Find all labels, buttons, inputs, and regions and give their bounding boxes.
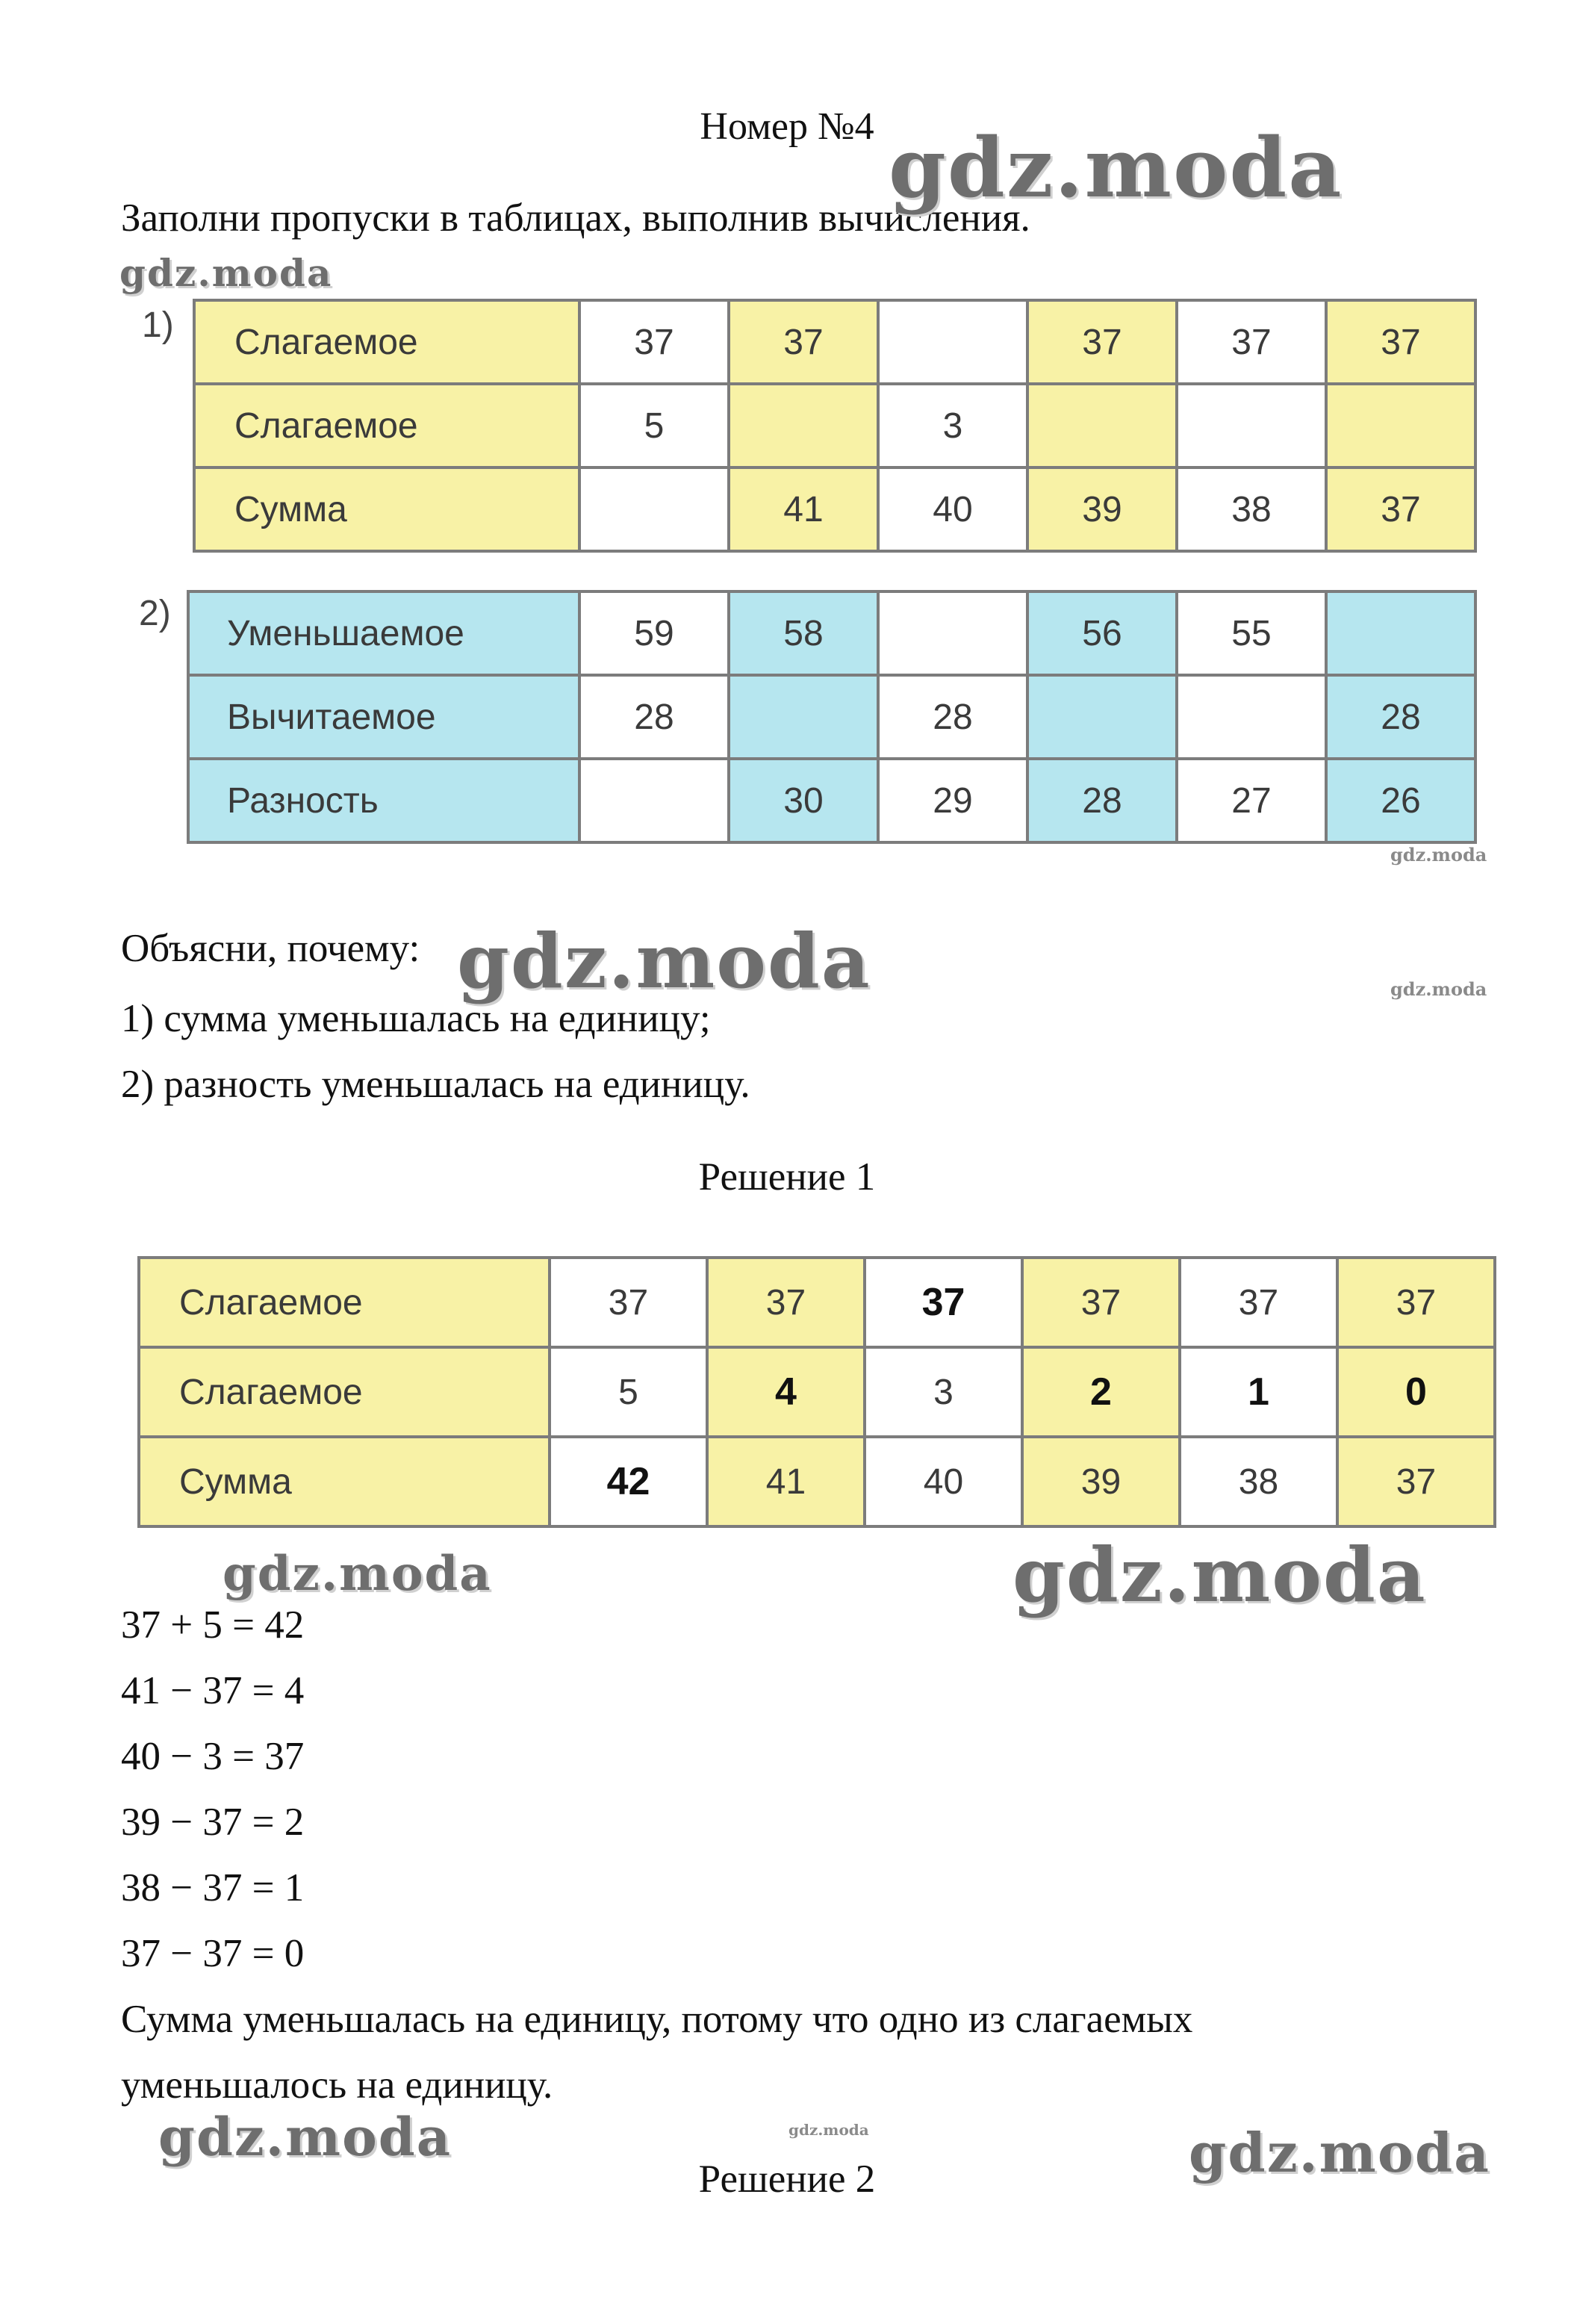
equation-line: 40 − 3 = 37 — [121, 1735, 305, 1778]
table-cell: 41 — [707, 1437, 865, 1526]
table-cell: 42 — [550, 1437, 707, 1526]
table-cell: 37 — [1326, 467, 1475, 551]
equation-line: 41 − 37 = 4 — [121, 1669, 305, 1712]
table-cell: 40 — [878, 467, 1027, 551]
table-cell: 37 — [865, 1258, 1022, 1347]
row-name: Сумма — [139, 1437, 550, 1526]
table-cell: 29 — [878, 759, 1027, 842]
table-cell: 5 — [579, 384, 729, 467]
watermark-logo: gdz.moda — [889, 119, 1343, 216]
watermark-logo: gdz.moda — [1390, 844, 1487, 866]
table-cell: 59 — [579, 591, 729, 675]
table-cell: 30 — [729, 759, 878, 842]
table-row — [139, 1347, 1495, 1437]
table-row — [188, 759, 1475, 842]
table-cell — [1326, 591, 1475, 675]
table-cell: 1 — [1180, 1347, 1337, 1437]
row-name: Слагаемое — [194, 300, 579, 384]
table-cell: 37 — [1326, 300, 1475, 384]
table-cell: 28 — [1326, 675, 1475, 759]
table2-label: 2) — [139, 594, 171, 633]
row-name: Разность — [188, 759, 579, 842]
row-name: Слагаемое — [139, 1347, 550, 1437]
explain-item: 1) сумма уменьшалась на единицу; — [121, 997, 711, 1040]
table-row — [194, 384, 1475, 467]
table-cell: 28 — [1027, 759, 1177, 842]
row-name: Слагаемое — [194, 384, 579, 467]
conclusion-line: уменьшалось на единицу. — [121, 2063, 553, 2107]
page-title: Номер №4 — [700, 105, 874, 148]
table-cell — [729, 675, 878, 759]
table-cell: 3 — [865, 1347, 1022, 1437]
table-cell — [1177, 675, 1326, 759]
table-1 — [193, 299, 1477, 553]
table-cell: 5 — [550, 1347, 707, 1437]
watermark-logo: gdz.moda — [158, 2106, 452, 2168]
explain-prompt: Объясни, почему: — [121, 927, 420, 970]
equation-line: 38 − 37 = 1 — [121, 1866, 305, 1910]
table-row — [194, 300, 1475, 384]
row-name: Сумма — [194, 467, 579, 551]
table-cell: 28 — [579, 675, 729, 759]
table-row — [139, 1258, 1495, 1347]
table-cell: 37 — [550, 1258, 707, 1347]
table-cell — [729, 384, 878, 467]
table-cell: 37 — [707, 1258, 865, 1347]
table-cell: 37 — [1180, 1258, 1337, 1347]
table-cell — [1027, 384, 1177, 467]
row-name: Вычитаемое — [188, 675, 579, 759]
equation-line: 37 − 37 = 0 — [121, 1932, 305, 1975]
table-cell: 0 — [1337, 1347, 1495, 1437]
watermark-logo: gdz.moda — [1390, 978, 1487, 1000]
solution1-table — [137, 1256, 1496, 1528]
table-cell: 37 — [1337, 1437, 1495, 1526]
table-cell: 58 — [729, 591, 878, 675]
table-2 — [187, 590, 1477, 844]
table-cell: 3 — [878, 384, 1027, 467]
table-cell: 55 — [1177, 591, 1326, 675]
table-row — [139, 1437, 1495, 1526]
watermark-logo: gdz.moda — [223, 1546, 492, 1602]
table-cell: 38 — [1180, 1437, 1337, 1526]
table-cell — [1326, 384, 1475, 467]
watermark-logo: gdz.moda — [1012, 1531, 1427, 1619]
row-name: Слагаемое — [139, 1258, 550, 1347]
watermark-logo: gdz.moda — [788, 2121, 869, 2139]
task-text: Заполни пропуски в таблицах, выполнив вычисления. — [121, 196, 1030, 240]
table-cell: 39 — [1027, 467, 1177, 551]
table-cell: 37 — [1337, 1258, 1495, 1347]
table-cell — [878, 591, 1027, 675]
table-cell — [579, 467, 729, 551]
table-cell: 37 — [579, 300, 729, 384]
watermark-logo: gdz.moda — [119, 251, 333, 295]
table-cell: 39 — [1022, 1437, 1180, 1526]
solution2-heading: Решение 2 — [698, 2157, 876, 2201]
table-cell: 41 — [729, 467, 878, 551]
equation-line: 39 − 37 = 2 — [121, 1801, 305, 1844]
table1-label: 1) — [142, 305, 174, 345]
table-cell: 26 — [1326, 759, 1475, 842]
table-cell: 56 — [1027, 591, 1177, 675]
table-cell — [878, 300, 1027, 384]
row-name: Уменьшаемое — [188, 591, 579, 675]
table-cell: 38 — [1177, 467, 1326, 551]
table-cell: 4 — [707, 1347, 865, 1437]
watermark-logo: gdz.moda — [1189, 2121, 1490, 2184]
table-cell — [1027, 675, 1177, 759]
table-cell: 28 — [878, 675, 1027, 759]
table-cell: 37 — [1022, 1258, 1180, 1347]
watermark-logo: gdz.moda — [457, 917, 871, 1005]
table-row — [188, 675, 1475, 759]
conclusion-line: Сумма уменьшалась на единицу, потому что одно из слагаемых — [121, 1998, 1193, 2041]
table-cell — [1177, 384, 1326, 467]
explain-item: 2) разность уменьшалась на единицу. — [121, 1063, 750, 1106]
table-row — [188, 591, 1475, 675]
table-cell — [579, 759, 729, 842]
equation-line: 37 + 5 = 42 — [121, 1603, 305, 1647]
table-cell: 27 — [1177, 759, 1326, 842]
table-cell: 37 — [1027, 300, 1177, 384]
table-cell: 2 — [1022, 1347, 1180, 1437]
table-cell: 37 — [729, 300, 878, 384]
table-cell: 40 — [865, 1437, 1022, 1526]
table-cell: 37 — [1177, 300, 1326, 384]
table-row — [194, 467, 1475, 551]
solution1-heading: Решение 1 — [698, 1155, 876, 1199]
